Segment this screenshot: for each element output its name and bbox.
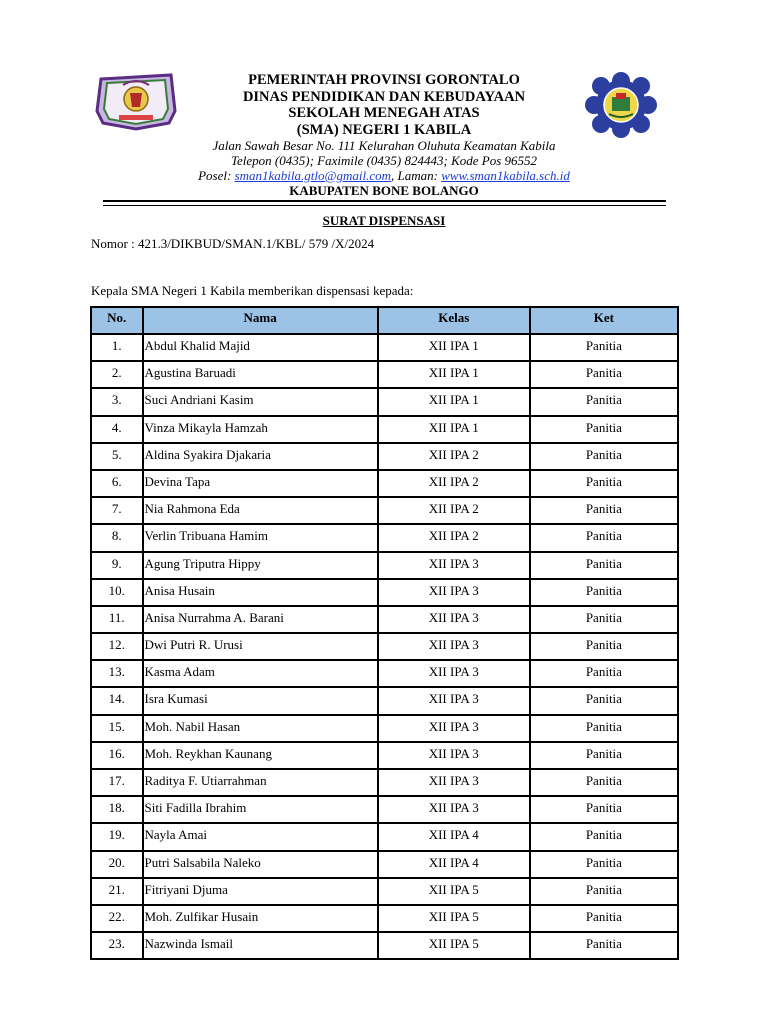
cell-no: 12. bbox=[91, 633, 143, 660]
table-row bbox=[91, 851, 678, 878]
table-row bbox=[91, 715, 678, 742]
cell-class: XII IPA 1 bbox=[378, 361, 530, 388]
dispensation-table bbox=[90, 306, 679, 960]
cell-name: Nia Rahmona Eda bbox=[143, 497, 378, 524]
header-contact bbox=[0, 168, 768, 184]
cell-note: Panitia bbox=[530, 524, 678, 551]
cell-class: XII IPA 2 bbox=[378, 524, 530, 551]
cell-class: XII IPA 3 bbox=[378, 769, 530, 796]
header-regency: KABUPATEN BONE BOLANGO bbox=[289, 183, 479, 198]
cell-note: Panitia bbox=[530, 388, 678, 415]
cell-no: 16. bbox=[91, 742, 143, 769]
cell-no: 2. bbox=[91, 361, 143, 388]
website-link[interactable]: www.sman1kabila.sch.id bbox=[441, 168, 570, 183]
column-header-kelas: Kelas bbox=[378, 307, 530, 334]
header-school-name: (SMA) NEGERI 1 KABILA bbox=[296, 121, 472, 138]
table-row bbox=[91, 443, 678, 470]
cell-note: Panitia bbox=[530, 361, 678, 388]
table-row bbox=[91, 497, 678, 524]
header-phone: Telepon (0435); Faximile (0435) 824443; Kode Pos 96552 bbox=[230, 153, 538, 168]
cell-name: Moh. Reykhan Kaunang bbox=[143, 742, 378, 769]
table-body bbox=[91, 334, 678, 959]
cell-name: Moh. Nabil Hasan bbox=[143, 715, 378, 742]
cell-name: Anisa Husain bbox=[143, 579, 378, 606]
cell-name: Isra Kumasi bbox=[143, 687, 378, 714]
cell-note: Panitia bbox=[530, 878, 678, 905]
cell-no: 10. bbox=[91, 579, 143, 606]
table-row bbox=[91, 932, 678, 959]
cell-name: Nazwinda Ismail bbox=[143, 932, 378, 959]
cell-note: Panitia bbox=[530, 851, 678, 878]
cell-name: Vinza Mikayla Hamzah bbox=[143, 416, 378, 443]
posel-label: Posel: bbox=[198, 168, 235, 183]
cell-name: Dwi Putri R. Urusi bbox=[143, 633, 378, 660]
cell-class: XII IPA 3 bbox=[378, 796, 530, 823]
table-row bbox=[91, 470, 678, 497]
cell-no: 4. bbox=[91, 416, 143, 443]
letter-title: SURAT DISPENSASI bbox=[322, 213, 446, 228]
cell-note: Panitia bbox=[530, 334, 678, 361]
cell-no: 14. bbox=[91, 687, 143, 714]
cell-no: 15. bbox=[91, 715, 143, 742]
cell-note: Panitia bbox=[530, 823, 678, 850]
header-address: Jalan Sawah Besar No. 111 Kelurahan Oluhuta Keamatan Kabila bbox=[212, 138, 556, 153]
cell-class: XII IPA 3 bbox=[378, 606, 530, 633]
cell-no: 5. bbox=[91, 443, 143, 470]
cell-name: Fitriyani Djuma bbox=[143, 878, 378, 905]
cell-name: Kasma Adam bbox=[143, 660, 378, 687]
cell-class: XII IPA 3 bbox=[378, 715, 530, 742]
table-row bbox=[91, 769, 678, 796]
cell-name: Agung Triputra Hippy bbox=[143, 552, 378, 579]
cell-class: XII IPA 5 bbox=[378, 905, 530, 932]
cell-class: XII IPA 3 bbox=[378, 687, 530, 714]
cell-class: XII IPA 2 bbox=[378, 443, 530, 470]
table-row bbox=[91, 606, 678, 633]
cell-note: Panitia bbox=[530, 769, 678, 796]
cell-class: XII IPA 1 bbox=[378, 416, 530, 443]
cell-no: 20. bbox=[91, 851, 143, 878]
letterhead-rule-thick bbox=[103, 200, 666, 202]
cell-no: 9. bbox=[91, 552, 143, 579]
cell-class: XII IPA 5 bbox=[378, 932, 530, 959]
cell-class: XII IPA 3 bbox=[378, 579, 530, 606]
cell-no: 17. bbox=[91, 769, 143, 796]
cell-no: 18. bbox=[91, 796, 143, 823]
header-department: DINAS PENDIDIKAN DAN KEBUDAYAAN bbox=[242, 88, 526, 105]
cell-class: XII IPA 4 bbox=[378, 851, 530, 878]
column-header-no: No. bbox=[91, 307, 143, 334]
table-row bbox=[91, 524, 678, 551]
table-row bbox=[91, 334, 678, 361]
cell-note: Panitia bbox=[530, 905, 678, 932]
table-row bbox=[91, 878, 678, 905]
table-row bbox=[91, 388, 678, 415]
cell-note: Panitia bbox=[530, 416, 678, 443]
cell-note: Panitia bbox=[530, 932, 678, 959]
table-row bbox=[91, 660, 678, 687]
laman-label: , Laman: bbox=[390, 168, 442, 183]
cell-note: Panitia bbox=[530, 470, 678, 497]
cell-name: Verlin Tribuana Hamim bbox=[143, 524, 378, 551]
table-row bbox=[91, 579, 678, 606]
cell-note: Panitia bbox=[530, 579, 678, 606]
cell-note: Panitia bbox=[530, 443, 678, 470]
cell-no: 8. bbox=[91, 524, 143, 551]
cell-no: 22. bbox=[91, 905, 143, 932]
cell-note: Panitia bbox=[530, 687, 678, 714]
cell-note: Panitia bbox=[530, 796, 678, 823]
cell-name: Moh. Zulfikar Husain bbox=[143, 905, 378, 932]
cell-name: Siti Fadilla Ibrahim bbox=[143, 796, 378, 823]
cell-class: XII IPA 4 bbox=[378, 823, 530, 850]
letter-number: Nomor : 421.3/DIKBUD/SMAN.1/KBL/ 579 /X/2024 bbox=[91, 236, 375, 251]
table-row bbox=[91, 687, 678, 714]
cell-note: Panitia bbox=[530, 715, 678, 742]
table-row bbox=[91, 552, 678, 579]
cell-name: Abdul Khalid Majid bbox=[143, 334, 378, 361]
cell-class: XII IPA 5 bbox=[378, 878, 530, 905]
cell-no: 21. bbox=[91, 878, 143, 905]
cell-name: Devina Tapa bbox=[143, 470, 378, 497]
cell-no: 6. bbox=[91, 470, 143, 497]
column-header-ket: Ket bbox=[530, 307, 678, 334]
cell-no: 19. bbox=[91, 823, 143, 850]
table-row bbox=[91, 416, 678, 443]
cell-note: Panitia bbox=[530, 633, 678, 660]
cell-name: Putri Salsabila Naleko bbox=[143, 851, 378, 878]
cell-class: XII IPA 3 bbox=[378, 633, 530, 660]
cell-note: Panitia bbox=[530, 742, 678, 769]
cell-no: 1. bbox=[91, 334, 143, 361]
letter-intro: Kepala SMA Negeri 1 Kabila memberikan dispensasi kepada: bbox=[91, 283, 414, 298]
cell-name: Nayla Amai bbox=[143, 823, 378, 850]
cell-no: 13. bbox=[91, 660, 143, 687]
table-row bbox=[91, 905, 678, 932]
cell-name: Anisa Nurrahma A. Barani bbox=[143, 606, 378, 633]
cell-class: XII IPA 2 bbox=[378, 497, 530, 524]
cell-name: Suci Andriani Kasim bbox=[143, 388, 378, 415]
table-row bbox=[91, 742, 678, 769]
cell-no: 23. bbox=[91, 932, 143, 959]
cell-class: XII IPA 1 bbox=[378, 388, 530, 415]
cell-class: XII IPA 3 bbox=[378, 552, 530, 579]
cell-note: Panitia bbox=[530, 606, 678, 633]
header-government: PEMERINTAH PROVINSI GORONTALO bbox=[248, 72, 520, 88]
cell-note: Panitia bbox=[530, 497, 678, 524]
cell-name: Aldina Syakira Djakaria bbox=[143, 443, 378, 470]
cell-no: 11. bbox=[91, 606, 143, 633]
header-school-level: SEKOLAH MENEGAH ATAS bbox=[288, 105, 480, 121]
table-row bbox=[91, 823, 678, 850]
column-header-nama: Nama bbox=[143, 307, 378, 334]
table-header-row bbox=[91, 307, 678, 334]
table-row bbox=[91, 361, 678, 388]
cell-class: XII IPA 2 bbox=[378, 470, 530, 497]
cell-class: XII IPA 3 bbox=[378, 660, 530, 687]
cell-no: 7. bbox=[91, 497, 143, 524]
cell-no: 3. bbox=[91, 388, 143, 415]
table-row bbox=[91, 796, 678, 823]
cell-name: Raditya F. Utiarrahman bbox=[143, 769, 378, 796]
table-row bbox=[91, 633, 678, 660]
cell-class: XII IPA 1 bbox=[378, 334, 530, 361]
email-link[interactable]: sman1kabila.gtlo@gmail.com bbox=[234, 168, 391, 183]
letterhead-rule-thin bbox=[103, 205, 666, 206]
cell-class: XII IPA 3 bbox=[378, 742, 530, 769]
cell-note: Panitia bbox=[530, 552, 678, 579]
cell-name: Agustina Baruadi bbox=[143, 361, 378, 388]
cell-note: Panitia bbox=[530, 660, 678, 687]
